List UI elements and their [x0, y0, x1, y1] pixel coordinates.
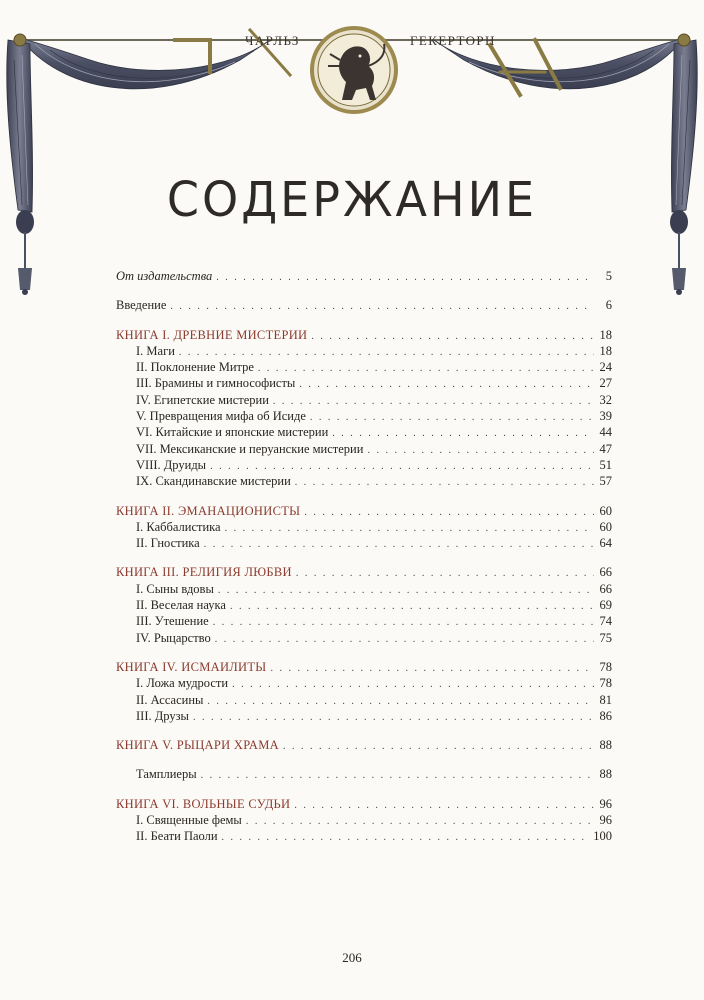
toc-dot-leader [193, 710, 594, 726]
toc-dot-leader [213, 615, 594, 631]
toc-entry-label: III. Утешение [136, 614, 209, 629]
toc-page-number: 81 [599, 692, 612, 707]
toc-page-number: 64 [599, 536, 612, 551]
toc-entry-label: VI. Китайские и японские мистерии [136, 425, 329, 440]
toc-page-number: 27 [599, 376, 612, 391]
toc-entry-label: I. Ложа мудрости [136, 676, 229, 691]
toc-page-number: 88 [599, 767, 612, 782]
lion-rampant-icon [312, 28, 396, 112]
toc-entry[interactable] [116, 613, 612, 629]
toc-entry[interactable] [116, 630, 612, 646]
toc-dot-leader [271, 661, 594, 677]
toc-dot-leader [232, 677, 594, 693]
toc-entry-label: VIII. Друиды [136, 457, 207, 472]
toc-entry[interactable] [116, 692, 612, 708]
toc-dot-leader [296, 566, 594, 582]
toc-dot-leader [258, 361, 594, 377]
toc-entry-label: I. Маги [136, 343, 175, 358]
toc-entry-label: КНИГА II. ЭМАНАЦИОНИСТЫ [116, 503, 301, 518]
toc-dot-leader [230, 599, 594, 615]
toc-entry-label: КНИГА I. ДРЕВНИЕ МИСТЕРИИ [116, 327, 308, 342]
toc-entry[interactable] [116, 268, 612, 284]
toc-page-number: 60 [599, 519, 612, 534]
toc-page-number: 75 [599, 630, 612, 645]
toc-dot-leader [310, 410, 594, 426]
toc-page-number: 100 [593, 829, 612, 844]
toc-entry-label: II. Поклонение Митре [136, 360, 254, 375]
toc-entry-label: IV. Рыцарство [136, 630, 211, 645]
toc-entry-label: IV. Египетские мистерии [136, 392, 269, 407]
toc-entry-label: II. Ассасины [136, 692, 204, 707]
toc-dot-leader [295, 475, 594, 491]
toc-dot-leader [204, 537, 594, 553]
left-drape [7, 34, 270, 295]
toc-book-heading[interactable] [116, 659, 612, 675]
toc-page-number: 74 [599, 614, 612, 629]
toc-entry[interactable] [116, 343, 612, 359]
toc-page-number: 32 [599, 392, 612, 407]
author-first-name: ЧАРЛЬЗ [245, 33, 300, 48]
toc-entry-label: II. Веселая наука [136, 598, 226, 613]
toc-page-number: 57 [599, 474, 612, 489]
toc-entry[interactable] [116, 424, 612, 440]
toc-page-number: 96 [599, 813, 612, 828]
toc-entry[interactable] [116, 675, 612, 691]
toc-entry[interactable] [116, 581, 612, 597]
toc-page-number: 39 [599, 409, 612, 424]
toc-page-number: 96 [599, 796, 612, 811]
toc-entry[interactable] [116, 441, 612, 457]
header-ornament [0, 0, 704, 300]
toc-page-number: 44 [599, 425, 612, 440]
toc-dot-leader [283, 739, 594, 755]
toc-page-number: 24 [599, 360, 612, 375]
toc-entry-label: I. Каббалистика [136, 519, 221, 534]
toc-entry[interactable] [116, 828, 612, 844]
toc-dot-leader [311, 329, 594, 345]
toc-page-number: 60 [599, 503, 612, 518]
toc-dot-leader [222, 830, 590, 846]
toc-dot-leader [225, 521, 594, 537]
toc-entry[interactable] [116, 473, 612, 489]
toc-page-number: 78 [599, 676, 612, 691]
page-number: 206 [342, 950, 362, 965]
toc-page-number: 51 [599, 457, 612, 472]
toc-entry-label: I. Сыны вдовы [136, 581, 214, 596]
table-of-contents [116, 268, 612, 845]
toc-page-number: 5 [605, 269, 612, 283]
toc-entry-label: III. Брамины и гимнософисты [136, 376, 296, 391]
toc-entry-label: III. Друзы [136, 708, 189, 723]
page-title: СОДЕРЖАНИЕ [166, 170, 538, 228]
toc-dot-leader [201, 768, 594, 784]
toc-page-number: 86 [599, 708, 612, 723]
toc-dot-leader [216, 270, 594, 286]
toc-book-heading[interactable] [116, 564, 612, 580]
toc-page-number: 69 [599, 598, 612, 613]
toc-page-number: 66 [599, 581, 612, 596]
toc-dot-leader [294, 798, 594, 814]
toc-entry[interactable] [116, 359, 612, 375]
toc-page-number: 6 [605, 298, 612, 313]
toc-dot-leader [207, 694, 594, 710]
toc-dot-leader [332, 426, 594, 442]
toc-entry-label: IX. Скандинавские мистерии [136, 474, 291, 489]
toc-entry[interactable] [116, 375, 612, 391]
toc-dot-leader [304, 505, 594, 521]
toc-entry-label: КНИГА V. РЫЦАРИ ХРАМА [116, 738, 279, 753]
toc-page-number: 88 [599, 738, 612, 753]
toc-entry-label: Введение [116, 298, 167, 313]
toc-entry[interactable] [116, 297, 612, 313]
toc-book-heading[interactable] [116, 737, 612, 753]
toc-page-number: 18 [599, 343, 612, 358]
toc-entry[interactable] [116, 766, 612, 782]
toc-entry-label: КНИГА VI. ВОЛЬНЫЕ СУДЬИ [116, 796, 291, 811]
toc-entry-label: II. Гностика [136, 536, 200, 551]
toc-entry-label: КНИГА IV. ИСМАИЛИТЫ [116, 659, 267, 674]
toc-entry[interactable] [116, 408, 612, 424]
toc-page-number: 66 [599, 565, 612, 580]
toc-page-number: 47 [599, 441, 612, 456]
toc-dot-leader [218, 583, 594, 599]
toc-page-number: 18 [599, 327, 612, 342]
toc-dot-leader [299, 377, 594, 393]
toc-dot-leader [170, 299, 594, 315]
toc-dot-leader [246, 814, 594, 830]
toc-entry-label: От издательства [116, 269, 213, 283]
right-drape [434, 34, 697, 295]
toc-page-number: 78 [599, 659, 612, 674]
toc-entry-label: Тамплиеры [136, 767, 197, 782]
toc-entry-label: V. Превращения мифа об Исиде [136, 409, 306, 424]
toc-entry[interactable] [116, 535, 612, 551]
toc-entry-label: VII. Мексиканские и перуанские мистерии [136, 441, 364, 456]
author-last-name: ГЕКЕРТОРН [410, 33, 496, 48]
toc-entry[interactable] [116, 457, 612, 473]
toc-book-heading[interactable] [116, 327, 612, 343]
toc-entry-label: КНИГА III. РЕЛИГИЯ ЛЮБВИ [116, 565, 292, 580]
toc-book-heading[interactable] [116, 503, 612, 519]
toc-entry[interactable] [116, 812, 612, 828]
toc-book-heading[interactable] [116, 796, 612, 812]
toc-entry-label: II. Беати Паоли [136, 829, 218, 844]
toc-dot-leader [367, 443, 594, 459]
toc-entry-label: I. Священные фемы [136, 813, 242, 828]
toc-entry[interactable] [116, 597, 612, 613]
toc-entry[interactable] [116, 392, 612, 408]
toc-entry[interactable] [116, 708, 612, 724]
toc-dot-leader [215, 632, 594, 648]
toc-dot-leader [273, 394, 594, 410]
toc-entry[interactable] [116, 519, 612, 535]
